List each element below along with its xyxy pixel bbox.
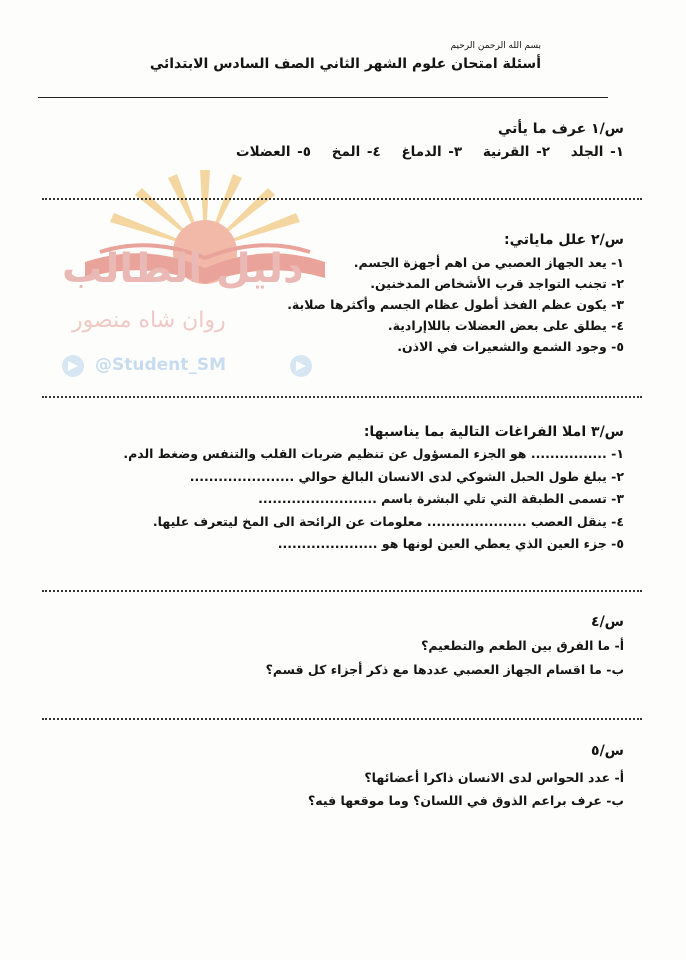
q2-heading: س/٢ علل ماياتي:: [504, 232, 624, 248]
q4-heading: س/٤: [591, 614, 624, 630]
header-divider: [38, 97, 608, 98]
q1-term: ٢- القرنية: [482, 144, 550, 160]
q1-term: ٤- المخ: [331, 144, 381, 160]
telegram-icon: [62, 355, 84, 377]
q2-item: ٣- يكون عظم الفخذ أطول عظام الجسم وأكثرها صلابة.: [287, 297, 624, 312]
q3-item: ٢- يبلغ طول الحبل الشوكي لدى الانسان البالغ حوالي ......................: [189, 469, 624, 484]
q2-item: ٢- تجنب التواجد قرب الأشخاص المدخنين.: [370, 276, 624, 291]
q2-item: ١- يعد الجهاز العصبي من اهم أجهزة الجسم.: [353, 255, 624, 270]
q5-heading: س/٥: [591, 743, 624, 759]
q1-term: ٣- الدماغ: [401, 144, 463, 160]
watermark-title: دليل الطالب: [62, 246, 304, 292]
q3-item: ١- ................ هو الجزء المسؤول عن تنظيم ضربات القلب والتنفس وضغط الدم.: [123, 446, 624, 461]
q1-term: ٥- العضلات: [236, 144, 312, 160]
q1-heading: س/١ عرف ما يأتي: [497, 121, 624, 137]
q1-terms: [222, 144, 624, 160]
q3-item: ٥- جزء العين الذي يعطي العين لونها هو .....................: [277, 536, 624, 551]
watermark-handle: @Student_SM: [95, 355, 227, 375]
section-divider: [42, 396, 642, 398]
section-divider: [42, 198, 642, 200]
watermark-subtitle: روان شاه منصور: [72, 308, 226, 333]
telegram-icon: [290, 355, 312, 377]
section-divider: [42, 590, 642, 592]
q3-item: ٤- ينقل العصب ..................... معلومات عن الرائحة الى المخ ليتعرف عليها.: [152, 514, 624, 529]
q2-item: ٥- وجود الشمع والشعيرات في الاذن.: [397, 339, 624, 354]
section-divider: [42, 718, 642, 720]
q3-item: ٣- تسمى الطبقة التي تلي البشرة باسم .........................: [258, 491, 624, 506]
q3-heading: س/٣ املا الفراغات التالية بما يناسبها:: [363, 424, 624, 440]
exam-title: أسئلة امتحان علوم الشهر الثاني الصف السادس الابتدائي: [149, 56, 541, 72]
q4-item: أ- ما الفرق بين الطعم والتطعيم؟: [421, 638, 624, 653]
q2-item: ٤- يطلق على بعض العضلات باللاإرادية.: [387, 318, 624, 333]
q5-item: ب- عرف براعم الذوق في اللسان؟ وما موقعها فيه؟: [308, 793, 624, 808]
q1-term: ١- الجلد: [570, 144, 624, 160]
basmala: بسم الله الرحمن الرحيم: [450, 41, 541, 51]
q5-item: أ- عدد الحواس لدى الانسان ذاكرا أعضائها؟: [364, 770, 624, 785]
q4-item: ب- ما اقسام الجهاز العصبي عددها مع ذكر أجزاء كل قسم؟: [265, 662, 624, 677]
